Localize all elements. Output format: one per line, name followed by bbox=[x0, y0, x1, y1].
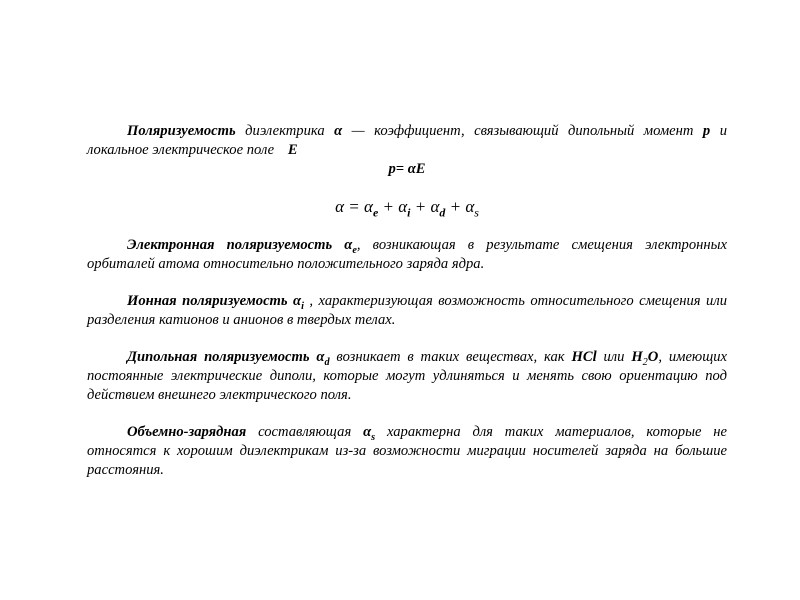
subscript-d: d bbox=[439, 205, 446, 220]
formula-lhs: α = bbox=[335, 197, 364, 216]
paragraph-electronic bbox=[87, 236, 727, 274]
term-electronic-polarizability: Электронная поляризуемость α bbox=[127, 237, 353, 253]
formula-hcl: HCl bbox=[571, 349, 597, 365]
paragraph-space-charge bbox=[87, 423, 727, 480]
text: , возникающая в результате смещения электронных орбиталей атома относительно положительного заряда ядра. bbox=[87, 237, 727, 272]
paragraph-polarizability bbox=[87, 122, 727, 160]
text: или bbox=[596, 349, 632, 365]
text: , характеризующая возможность относительного смещения или разделения катионов и анионов в твердых телах. bbox=[87, 293, 727, 328]
spacer bbox=[87, 405, 727, 423]
plus-sign: + bbox=[378, 197, 399, 216]
term-ionic-polarizability: Ионная поляризуемость α bbox=[127, 293, 302, 309]
term-polarizability: Поляризуемость bbox=[127, 123, 236, 139]
symbol-alpha: α bbox=[430, 197, 440, 216]
term-dipole-polarizability: Дипольная поляризуемость α bbox=[127, 349, 325, 365]
text: , имеющих постоянные электрические диполи, которые могут удлиняться и менять свою ориентацию под действием внешнего электрического поля. bbox=[87, 349, 728, 403]
spacer bbox=[87, 330, 727, 348]
symbol-alpha: α bbox=[334, 123, 343, 139]
paragraph-dipole bbox=[87, 348, 727, 405]
text: характерна для таких материалов, которые не относятся к хорошим диэлектрикам из-за возможности миграции носителей заряда на большие расстояния. bbox=[87, 424, 727, 478]
spacer bbox=[87, 274, 727, 292]
formula-dipole-moment: p= αE bbox=[388, 161, 426, 177]
symbol-alpha: α bbox=[364, 197, 373, 216]
subscript-i: i bbox=[301, 300, 304, 312]
plus-sign: + bbox=[410, 197, 431, 216]
text: возникает в таких веществах, как bbox=[329, 349, 572, 365]
subscript-s: s bbox=[474, 205, 479, 220]
spacer bbox=[87, 218, 727, 236]
symbol-p: p bbox=[702, 123, 711, 139]
paragraph-ionic bbox=[87, 292, 727, 330]
symbol-alpha: α bbox=[465, 197, 475, 216]
text: — коэффициент, связывающий дипольный момент bbox=[342, 123, 703, 139]
subscript-s: s bbox=[371, 431, 376, 443]
term-space-charge: Объемно-зарядная bbox=[127, 424, 247, 440]
subscript-e: e bbox=[372, 205, 379, 220]
plus-sign: + bbox=[445, 197, 466, 216]
symbol-alpha: α bbox=[398, 197, 408, 216]
formula-o: O bbox=[647, 349, 659, 365]
text: составляющая bbox=[246, 424, 364, 440]
symbol-alpha: α bbox=[363, 424, 372, 440]
document-body bbox=[87, 122, 727, 480]
subscript-2: 2 bbox=[642, 356, 648, 368]
subscript-e: e bbox=[352, 244, 357, 256]
formula-polarizability-sum bbox=[87, 196, 727, 218]
text: диэлектрика bbox=[235, 123, 335, 139]
text: и локальное электрическое поле bbox=[87, 123, 727, 158]
formula-h: H bbox=[631, 349, 643, 365]
symbol-e: E bbox=[287, 142, 298, 158]
subscript-i: i bbox=[407, 205, 411, 220]
subscript-d: d bbox=[324, 356, 330, 368]
